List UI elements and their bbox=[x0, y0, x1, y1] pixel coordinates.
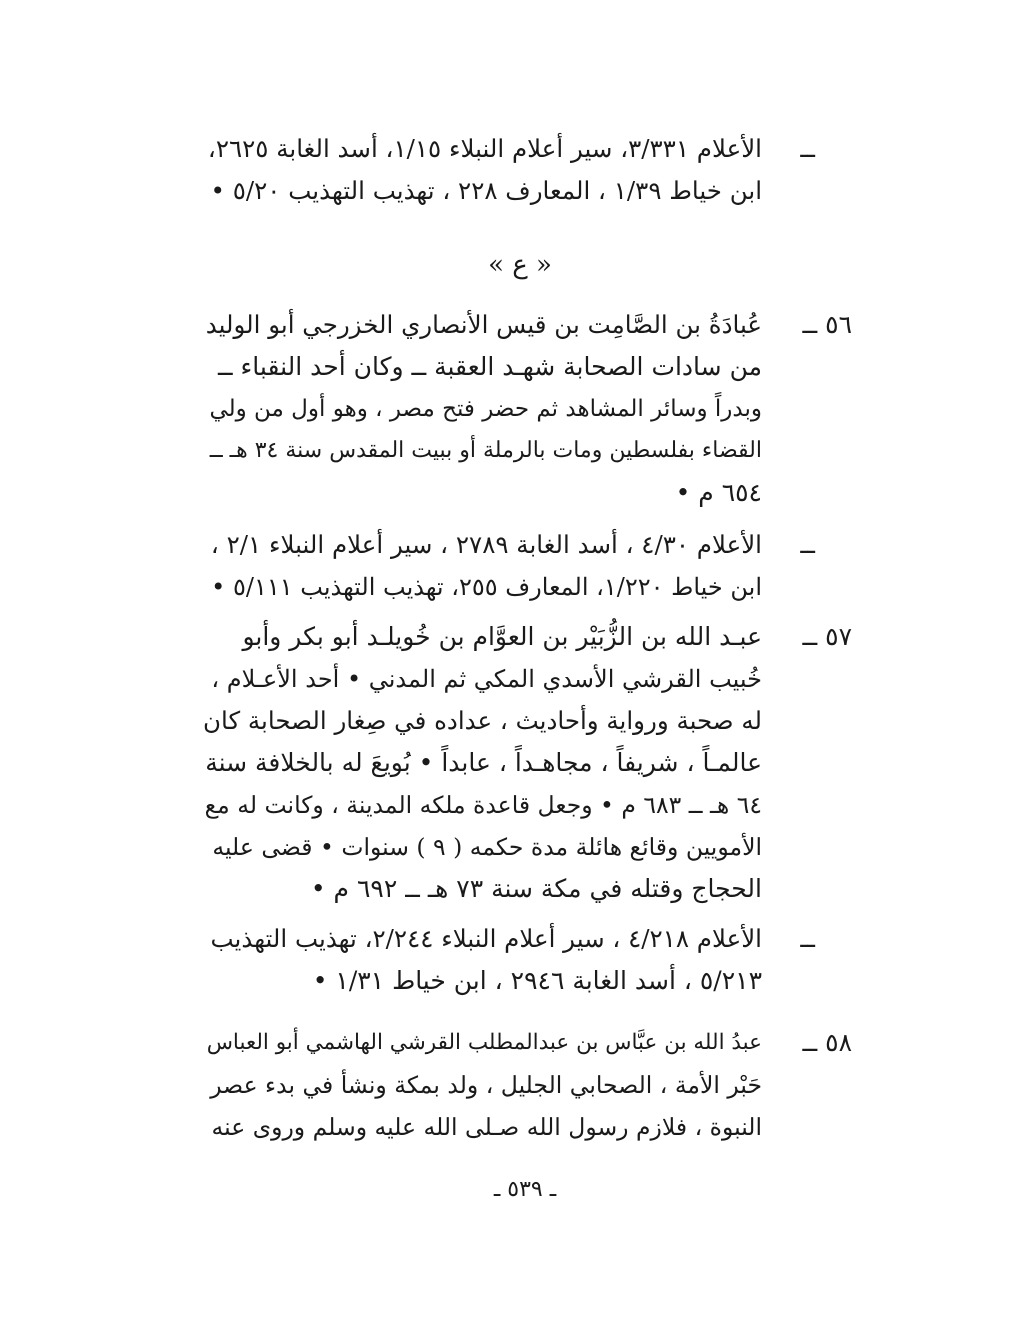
entry-text bbox=[202, 304, 762, 514]
page-number: ـ ٥٣٩ ـ bbox=[493, 1177, 557, 1202]
text-line: من سادات الصحابة شهـد العقبة ــ وكان أحد النقباء ــ bbox=[217, 352, 762, 381]
entry-number: ٥٨ ــ bbox=[802, 1028, 852, 1057]
text-line: النبوة ، فلازم رسول الله صـلى الله عليه وسلم وروى عنه bbox=[211, 1113, 762, 1141]
text-line: ٥/٢١٣ ، أسد الغابة ٢٩٤٦ ، ابن خياط ١/٣١ • bbox=[312, 966, 762, 995]
text-line: القضاء بفلسطين ومات بالرملة أو ببيت المقدس سنة ٣٤ هـ ــ bbox=[209, 438, 762, 463]
entry-number: ٥٧ ــ bbox=[802, 622, 852, 651]
entry-marker: ــ bbox=[800, 924, 815, 953]
text-line: الأعلام ٣/٣٣١، سير أعلام النبلاء ١/١٥، أسد الغابة ٢٦٢٥، bbox=[207, 134, 762, 163]
text-line: خُبيب القرشي الأسدي المكي ثم المدني • أحد الأعـلام ، bbox=[211, 665, 762, 693]
text-line: عالمـاً ، شريفاً ، مجاهـداً ، عابداً • بُويعَ له بالخلافة سنة bbox=[205, 748, 762, 777]
text-line: ابن خياط ١/٣٩ ، المعارف ٢٢٨ ، تهذيب التهذيب ٥/٢٠ • bbox=[210, 176, 762, 205]
text-line: ٦٤ هـ ــ ٦٨٣ م • وجعل قاعدة ملكه المدينة ، وكانت له مع bbox=[204, 791, 762, 819]
entry-text bbox=[202, 616, 762, 910]
text-line: الأمويين وقائع هائلة مدة حكمه ( ٩ ) سنوات • قضى عليه bbox=[212, 833, 762, 861]
text-line: ٦٥٤ م • bbox=[675, 478, 762, 507]
text-line: الأعلام ٤/٢١٨ ، سير أعلام النبلاء ٢/٢٤٤، تهذيب التهذيب bbox=[210, 924, 762, 953]
text-line: عبدُ الله بن عبَّاس بن عبدالمطلب القرشي الهاشمي أبو العباس bbox=[206, 1030, 762, 1055]
text-line: وبدراً وسائر المشاهد ثم حضر فتح مصر ، وهو أول من ولي bbox=[209, 396, 762, 422]
text-line: الحجاج وقتله في مكة سنة ٧٣ هـ ــ ٦٩٢ م • bbox=[310, 874, 762, 903]
text-line: الأعلام ٤/٣٠ ، أسد الغابة ٢٧٨٩ ، سير أعلام النبلاء ٢/١ ، bbox=[210, 530, 762, 559]
entry-marker: ــ bbox=[800, 530, 815, 559]
text-line: له صحبة ورواية وأحاديث ، عداده في صِغار الصحابة كان bbox=[203, 706, 762, 735]
text-line: حَبْر الأمة ، الصحابي الجليل ، ولد بمكة ونشأ في بدء عصر bbox=[210, 1071, 762, 1099]
section-heading: « ع » bbox=[488, 250, 552, 280]
entry-text bbox=[202, 524, 762, 608]
text-line: عُبادَةُ بن الصَّامِت بن قيس الأنصاري الخزرجي أبو الوليد bbox=[205, 310, 762, 339]
entry-number: ٥٦ ــ bbox=[802, 310, 852, 339]
entry-text bbox=[202, 918, 762, 1002]
text-line: عبـد الله بن الزُّبَيْر بن العوَّام بن خُويلـد أبو بكر وأبو bbox=[242, 622, 762, 651]
entry-text bbox=[202, 128, 762, 212]
text-line: ابن خياط ١/٢٢٠، المعارف ٢٥٥، تهذيب التهذيب ٥/١١١ • bbox=[211, 573, 762, 601]
entry-text bbox=[202, 1022, 762, 1148]
entry-marker: ــ bbox=[800, 134, 815, 163]
